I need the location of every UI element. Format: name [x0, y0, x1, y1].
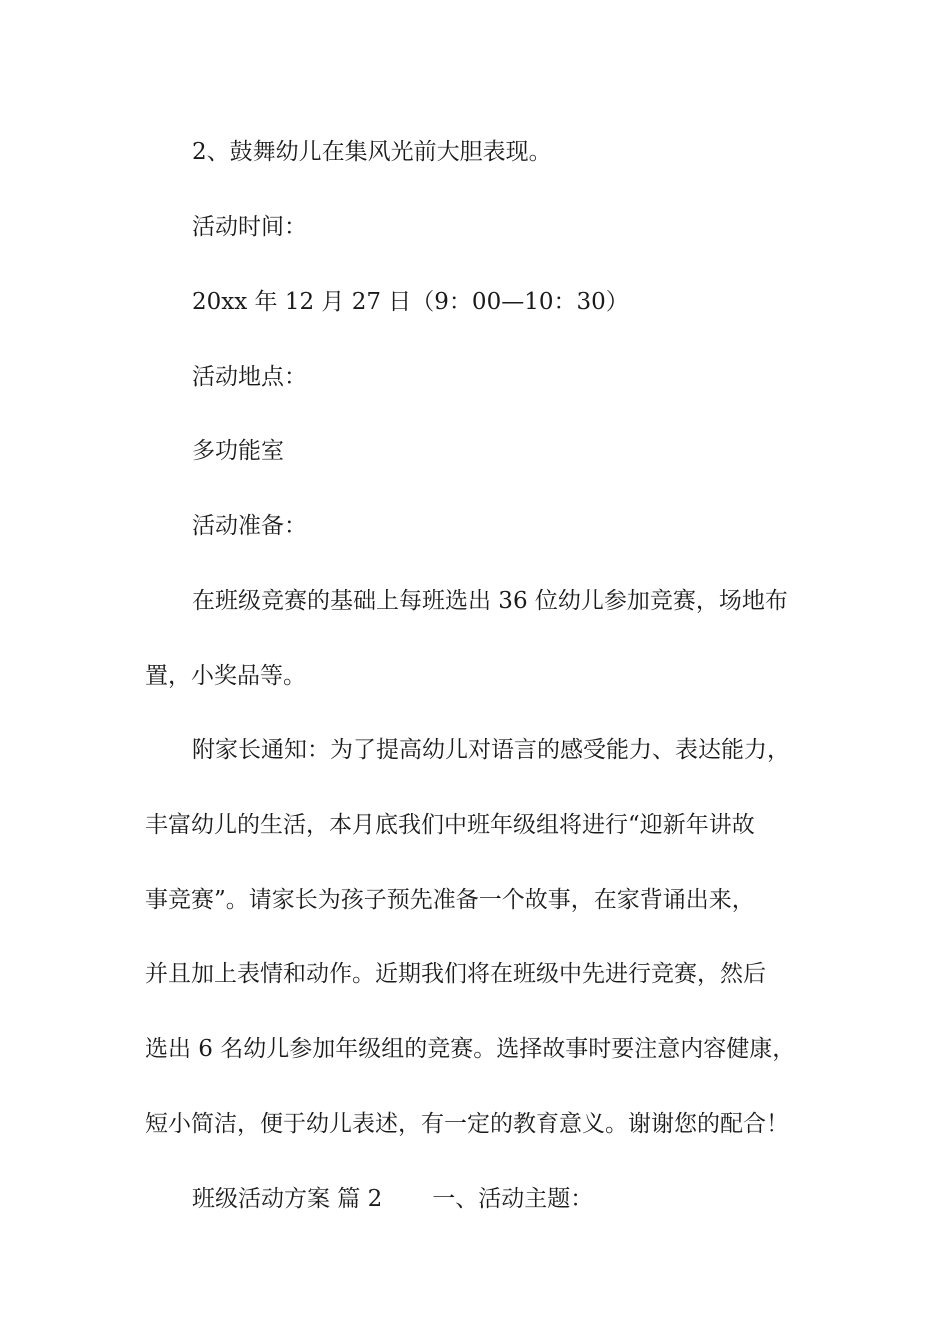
- paragraph-line: 在班级竞赛的基础上每班选出 36 位幼儿参加竞赛，场地布: [192, 588, 788, 614]
- paragraph-line: 多功能室: [192, 438, 284, 464]
- paragraph-line: 2、鼓舞幼儿在集风光前大胆表现。: [192, 139, 552, 165]
- paragraph-line: 活动时间：: [192, 214, 307, 240]
- paragraph-line: 选出 6 名幼儿参加年级组的竞赛。选择故事时要注意内容健康，: [145, 1036, 796, 1062]
- paragraph-line: 活动准备：: [192, 513, 307, 539]
- section-heading-line: [192, 1184, 892, 1214]
- paragraph-line: 附家长通知：为了提高幼儿对语言的感受能力、表达能力，: [192, 737, 790, 763]
- section-heading: 一、活动主题：: [432, 1186, 594, 1212]
- paragraph-line: 丰富幼儿的生活，本月底我们中班年级组将进行“迎新年讲故: [145, 812, 755, 838]
- paragraph-line: 置，小奖品等。: [145, 663, 306, 689]
- paragraph-line: 事竞赛”。请家长为孩子预先准备一个故事，在家背诵出来，: [145, 887, 755, 913]
- paragraph-line: 20xx 年 12 月 27 日（9：00—10：30）: [192, 289, 629, 315]
- paragraph-line: 短小简洁，便于幼儿表述，有一定的教育意义。谢谢您的配合！: [145, 1111, 789, 1137]
- section-title: 班级活动方案 篇 2: [192, 1186, 383, 1212]
- paragraph-line: 活动地点：: [192, 364, 307, 390]
- paragraph-line: 并且加上表情和动作。近期我们将在班级中先进行竞赛，然后: [145, 961, 766, 987]
